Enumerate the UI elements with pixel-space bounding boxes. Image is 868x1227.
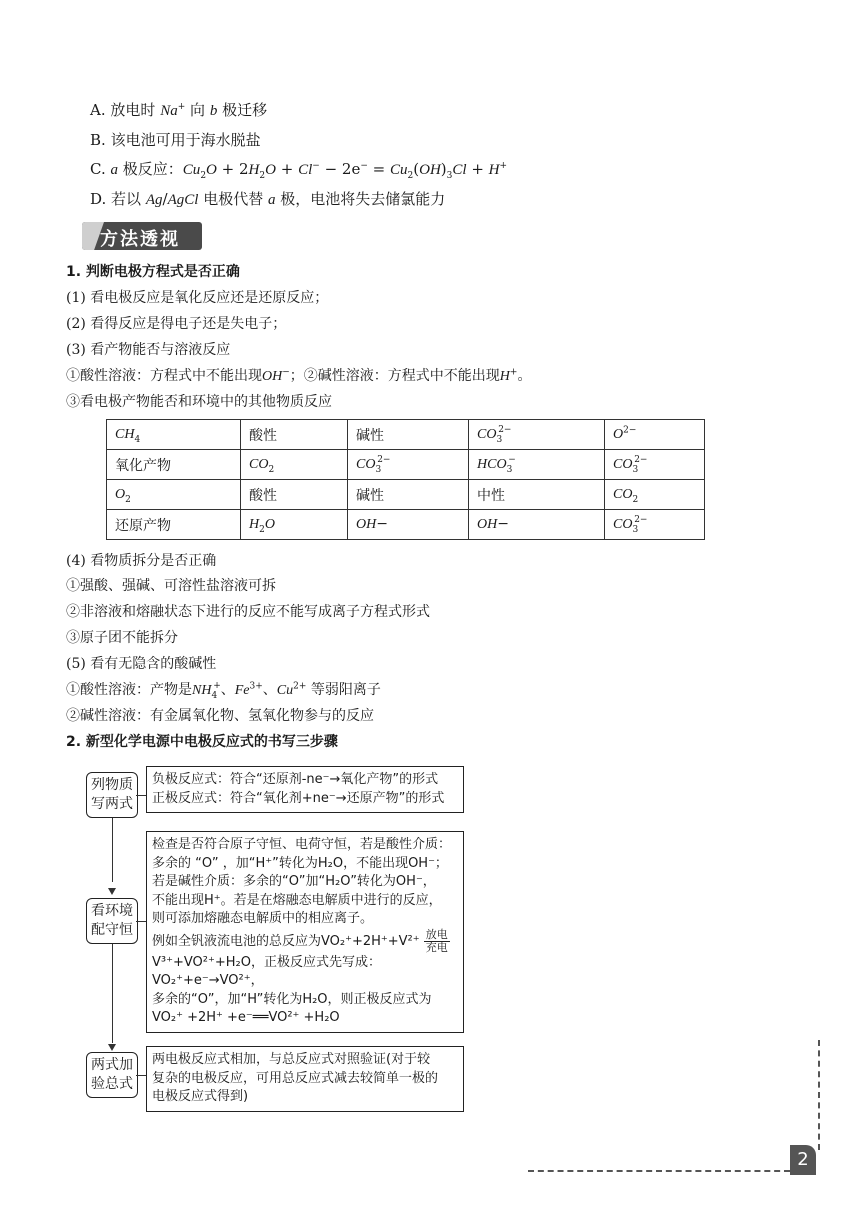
table-cell-neutral: 中性 — [469, 480, 605, 510]
s1-line-1: (1) 看电极反应是氧化反应还是还原反应； — [66, 290, 329, 306]
s1-line-2: (2) 看得反应是得电子还是失电子； — [66, 316, 287, 332]
option-d: D. 若以 Ag/AgCl 电极代替 a 极，电池将失去储氯能力 — [90, 190, 446, 208]
section-1-title: 1. 判断电极方程式是否正确 — [66, 264, 240, 280]
option-c-text-1: 极反应： — [122, 160, 183, 178]
box2-line-8: 多余的“O”，加“H”转化为H₂O，则正极反应式为 — [152, 991, 432, 1007]
charge-label: 充电 — [425, 940, 448, 954]
box2-line-5: 则可添加熔融态电解质中的相应离子。 — [152, 911, 374, 926]
box2-line-1: 检查是否符合原子守恒、电荷守恒，若是酸性介质： — [152, 837, 452, 852]
option-d-text-2: 电极代替 — [203, 190, 264, 208]
arrow-down-icon — [108, 888, 116, 895]
s4-line-6-a: ①酸性溶液：产物是 — [66, 682, 192, 698]
option-a: A. 放电时 Na+ 向 b 极迁移 — [90, 101, 268, 119]
option-b-label: B. — [90, 131, 106, 149]
option-b-text: 该电池可用于海水脱盐 — [110, 131, 261, 149]
page-border-dashed — [528, 1170, 790, 1172]
box2-line-7: V³⁺+VO²⁺+H₂O，正极反应式先写成：VO₂⁺+e⁻→VO²⁺， — [152, 954, 381, 988]
box1-line-1: 负极反应式：符合“还原剂-ne⁻→氧化产物”的形式 — [152, 772, 439, 787]
page-border-dashed — [818, 1040, 820, 1150]
flow-connector — [136, 1075, 146, 1076]
s4-line-5: (5) 看有无隐含的酸碱性 — [66, 656, 217, 672]
box2-line-9: VO₂⁺ +2H⁺ +e⁻══VO²⁺ +H₂O — [152, 1010, 340, 1025]
option-c-label: C. — [90, 160, 106, 178]
box3-line-2: 复杂的电极反应，可用总反应式减去较简单一极的 — [152, 1070, 439, 1086]
box3-line-1: 两电极反应式相加，与总反应式对照验证(对于较 — [152, 1052, 431, 1067]
s1-line-5: ③看电极产物能否和环境中的其他物质反应 — [66, 394, 332, 410]
step-1: 列物质写两式 — [86, 772, 138, 818]
electrode-product-table — [106, 419, 705, 540]
step-3: 两式加验总式 — [86, 1052, 138, 1098]
section-2-title: 2. 新型化学电源中电极反应式的书写三步骤 — [66, 734, 338, 750]
option-a-label: A. — [90, 101, 106, 119]
step-2: 看环境配守恒 — [86, 898, 138, 944]
s4-line-2: ①强酸、强碱、可溶性盐溶液可拆 — [66, 578, 276, 594]
option-d-label: D. — [90, 190, 107, 208]
box3-line-3: 电极反应式得到) — [152, 1089, 249, 1104]
table-cell-base: 碱性 — [348, 420, 469, 450]
s1-line-4-c: 。 — [517, 368, 532, 384]
flow-connector — [112, 943, 113, 1043]
table-row: 还原产物 $H_2O$ OH− OH− $CO_3^{2-}$ — [107, 510, 705, 540]
s1-line-3: (3) 看产物能否与溶液反应 — [66, 342, 231, 358]
table-cell-acid: 酸性 — [241, 480, 348, 510]
section-banner-title: 方法透视 — [100, 229, 180, 250]
s4-line-1: (4) 看物质拆分是否正确 — [66, 553, 217, 569]
s4-line-6-b: 等弱阳离子 — [310, 682, 381, 698]
box1-line-2: 正极反应式：符合“氧化剂+ne⁻→还原产物”的形式 — [152, 790, 445, 806]
s1-line-4: ①酸性溶液：方程式中不能出现OH−；②碱性溶液：方程式中不能出现H+。 — [66, 367, 532, 384]
table-row: $CH_4$ 酸性 碱性 $CO_3^{2-}$ $O^{2-}$ — [107, 420, 705, 450]
discharge-label: 放电 — [425, 927, 448, 941]
table-row: $O_2$ 酸性 碱性 中性 $CO_2$ — [107, 480, 705, 510]
option-d-text-3: 极，电池将失去储氯能力 — [280, 190, 446, 208]
section-banner — [82, 222, 202, 250]
flow-connector — [112, 816, 113, 882]
option-a-text-3: 极迁移 — [222, 101, 268, 119]
box2-line-3: 若是碱性介质：多余的“O”加“H₂O”转化为OH⁻， — [152, 874, 436, 889]
table-cell-acid: 酸性 — [241, 420, 348, 450]
flow-box-2 — [146, 831, 464, 1033]
s1-line-4-a: ①酸性溶液：方程式中不能出现 — [66, 368, 262, 384]
flow-box-1 — [146, 766, 464, 813]
box2-line-2: 多余的 “O” ，加“H⁺”转化为H₂O，不能出现OH⁻； — [152, 855, 448, 871]
table-cell-ox-product: 氧化产物 — [107, 450, 241, 480]
flow-box-3 — [146, 1046, 464, 1112]
flow-connector — [136, 921, 146, 922]
s4-line-7: ②碱性溶液：有金属氧化物、氢氧化物参与的反应 — [66, 708, 374, 724]
box2-line-6-text: 例如全钒液流电池的总反应为VO₂⁺+2H⁺+V²⁺ — [152, 933, 420, 949]
option-a-text-1: 放电时 — [110, 101, 156, 119]
reaction-condition — [424, 929, 450, 954]
arrow-down-icon — [108, 1044, 116, 1051]
s4-line-3: ②非溶液和熔融状态下进行的反应不能写成离子方程式形式 — [66, 604, 430, 620]
option-b — [90, 130, 261, 150]
table-cell-base: 碱性 — [348, 480, 469, 510]
s1-line-4-b: ；②碱性溶液：方程式中不能出现 — [289, 368, 500, 384]
page-number: 2 — [790, 1145, 816, 1175]
box2-line-6 — [152, 929, 458, 954]
option-d-text-1: 若以 — [111, 190, 142, 208]
s4-line-4: ③原子团不能拆分 — [66, 630, 178, 646]
option-c: C. a 极反应：$Cu_2O + 2H_2O + Cl^- - 2e^- = Cu_2(OH)_3Cl + H^+$ — [90, 160, 508, 181]
s4-line-6: ①酸性溶液：产物是$NH_4^+$、$Fe^{3+}$、$Cu^{2+}$ 等弱阳离子 — [66, 681, 381, 701]
table-cell-red-product: 还原产物 — [107, 510, 241, 540]
box2-line-4: 不能出现H⁺。若是在熔融态电解质中进行的反应， — [152, 892, 442, 908]
flow-connector — [136, 795, 146, 796]
option-a-text-2: 向 — [190, 101, 206, 119]
table-row: 氧化产物 $CO_2$ $CO_3^{2-}$ $HCO_3^-$ $CO_3^{2-}$ — [107, 450, 705, 480]
